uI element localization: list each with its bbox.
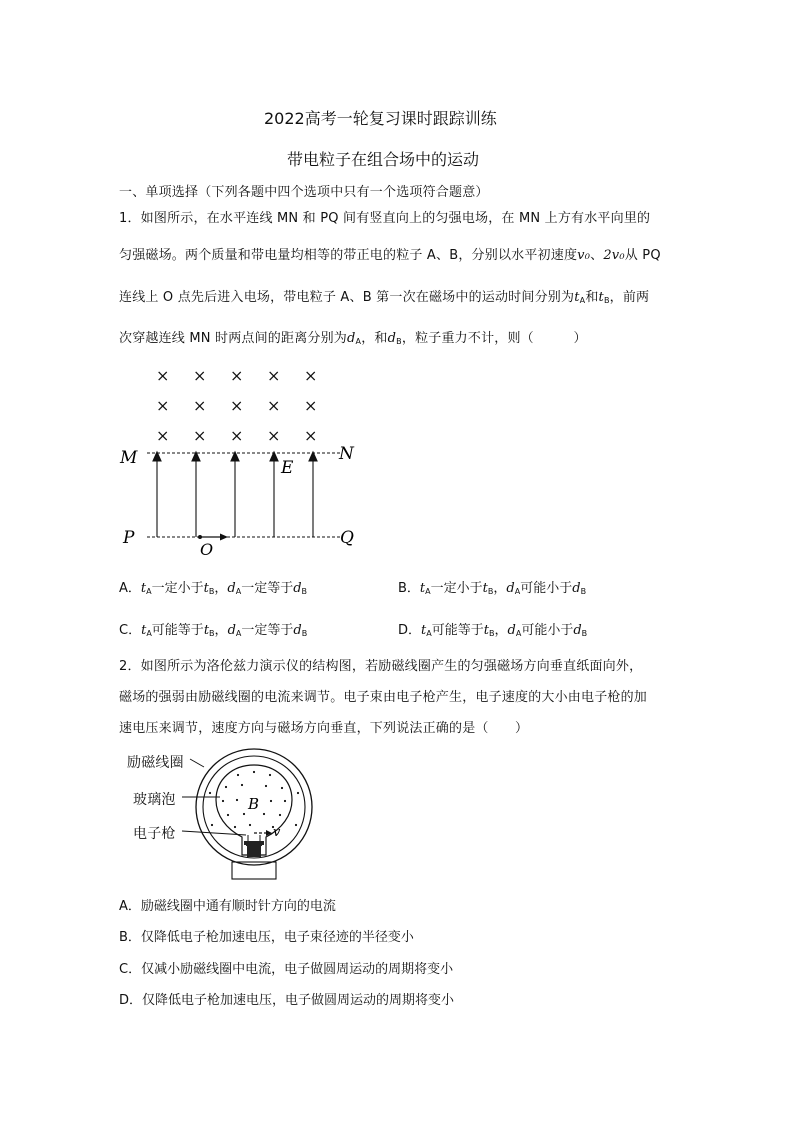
- cross-mark: ×: [267, 426, 281, 445]
- subscript: B: [209, 629, 215, 638]
- label-N: N: [339, 444, 354, 464]
- subscript: A: [515, 629, 522, 638]
- section-heading: 一、单项选择（下列各题中四个选项中只有一个选项符合题意）: [119, 185, 489, 200]
- q2-line-2: 磁场的强弱由励磁线圈的电流来调节。电子束由电子枪产生，电子速度的大小由电子枪的加: [119, 690, 648, 705]
- page-subtitle: 带电粒子在组合场中的运动: [287, 150, 480, 169]
- q1-option-d[interactable]: [398, 619, 587, 638]
- cross-mark: ×: [156, 396, 170, 415]
- q1-line-3-text: 连线上 O 点先后进入电场，带电粒子 A、B 第一次在磁场中的运动时间分别为: [119, 290, 575, 305]
- and-text: 和: [585, 290, 599, 305]
- comma: ，: [214, 623, 228, 638]
- label-v: v: [273, 825, 281, 840]
- cross-mark: ×: [267, 396, 281, 415]
- q2-option-c[interactable]: C．仅减小励磁线圈中电流，电子做圆周运动的周期将变小: [119, 962, 454, 977]
- q1-field-diagram: [110, 360, 370, 560]
- option-letter: B．: [398, 581, 420, 596]
- subscript: A: [146, 629, 152, 638]
- cross-mark: ×: [156, 426, 170, 445]
- subscript: B: [208, 587, 215, 596]
- cross-mark: ×: [156, 366, 170, 385]
- label-B: B: [248, 795, 260, 813]
- t-symbol: t: [421, 623, 427, 638]
- q1-option-c[interactable]: [119, 619, 307, 638]
- q1-line-2: [119, 244, 661, 263]
- t-symbol: t: [203, 581, 209, 596]
- q1-option-b[interactable]: [398, 577, 586, 596]
- q1-line-2-text: 匀强磁场。两个质量和带电量均相等的带正电的粒子 A、B，分别以水平初速度: [119, 248, 578, 263]
- mid-text: ，和: [361, 331, 388, 346]
- label-Q: Q: [340, 528, 354, 548]
- relation: 可能小于: [521, 623, 574, 638]
- d-symbol: d: [293, 623, 302, 638]
- magnetic-field-crosses: [156, 366, 317, 445]
- subscript: B: [581, 629, 588, 638]
- t-symbol: t: [203, 623, 210, 638]
- subscript: B: [301, 629, 308, 638]
- leader-coil: [190, 759, 204, 767]
- label-E: E: [281, 458, 294, 478]
- label-P: P: [123, 528, 135, 548]
- d-symbol: d: [506, 581, 515, 596]
- gun-body: [247, 845, 261, 857]
- cross-mark: ×: [193, 426, 207, 445]
- cross-mark: ×: [304, 366, 318, 385]
- q2-option-a[interactable]: A．励磁线圈中通有顺时针方向的电流: [119, 899, 336, 914]
- option-letter: D．: [398, 623, 422, 638]
- cross-mark: ×: [304, 396, 318, 415]
- q2-line-3: 速电压来调节，速度方向与磁场方向垂直，下列说法正确的是（ ）: [119, 721, 529, 736]
- d-symbol: d: [572, 581, 581, 596]
- d-symbol: d: [573, 623, 582, 638]
- t-symbol: t: [483, 623, 489, 638]
- subscript: B: [487, 587, 494, 596]
- comma: ，: [493, 581, 507, 596]
- d-symbol: d: [227, 581, 236, 596]
- relation: 一定小于: [151, 581, 204, 596]
- subscript: B: [488, 629, 495, 638]
- q2-option-b[interactable]: B．仅降低电子枪加速电压，电子束径迹的半径变小: [119, 930, 414, 945]
- tA-sub: A: [579, 296, 586, 305]
- q2-line-1: 2．如图所示为洛伦兹力演示仪的结构图，若励磁线圈产生的匀强磁场方向垂直纸面向外，: [119, 659, 643, 674]
- cross-mark: ×: [193, 396, 207, 415]
- relation: 可能等于: [151, 623, 204, 638]
- label-M: M: [120, 448, 138, 468]
- label-coil: 励磁线圈: [127, 755, 184, 771]
- option-letter: A．: [119, 581, 141, 596]
- subscript: B: [580, 587, 587, 596]
- d-symbol: d: [227, 623, 236, 638]
- cross-mark: ×: [304, 426, 318, 445]
- subscript: A: [426, 629, 432, 638]
- tB-symbol: t: [598, 290, 604, 305]
- d-symbol: d: [293, 581, 302, 596]
- subscript: A: [235, 587, 242, 596]
- t-symbol: t: [482, 581, 488, 596]
- t-symbol: t: [141, 623, 147, 638]
- relation: 一定等于: [241, 623, 294, 638]
- q1-line-1: 1．如图所示，在水平连线 MN 和 PQ 间有竖直向上的匀强电场，在 MN 上方有水平向里的: [119, 211, 651, 226]
- cross-mark: ×: [267, 366, 281, 385]
- subscript: A: [235, 629, 242, 638]
- comma: ，: [214, 581, 228, 596]
- tB-sub: B: [603, 296, 610, 305]
- subscript: A: [514, 587, 521, 596]
- q1-line-3-tail: ，前两: [609, 290, 650, 305]
- comma: ，: [494, 623, 508, 638]
- q1-option-a[interactable]: [119, 577, 307, 596]
- tA-symbol: t: [574, 290, 580, 305]
- relation: 可能小于: [520, 581, 573, 596]
- separator: 、: [590, 248, 604, 263]
- q1-line-4: [119, 327, 587, 346]
- q2-option-d[interactable]: D．仅降低电子枪加速电压，电子做圆周运动的周期将变小: [119, 993, 455, 1008]
- dB-sub: B: [396, 337, 402, 346]
- q1-line-4-tail: ，粒子重力不计，则（ ）: [401, 331, 587, 346]
- q1-line-4-text: 次穿越连线 MN 时两点间的距离分别为: [119, 331, 348, 346]
- d-symbol: d: [507, 623, 516, 638]
- v0-symbol: v₀: [577, 248, 591, 263]
- q1-line-3: [119, 286, 649, 305]
- cross-mark: ×: [230, 426, 244, 445]
- label-bulb: 玻璃泡: [133, 792, 176, 808]
- dB-symbol: d: [387, 331, 397, 346]
- cross-mark: ×: [230, 366, 244, 385]
- cross-mark: ×: [193, 366, 207, 385]
- relation: 可能等于: [431, 623, 484, 638]
- subscript: A: [146, 587, 152, 596]
- q1-line-2-tail: 从 PQ: [624, 248, 661, 263]
- 2v0-symbol: 2v₀: [603, 248, 625, 263]
- relation: 一定小于: [430, 581, 483, 596]
- t-symbol: t: [419, 581, 426, 596]
- subscript: A: [425, 587, 431, 596]
- label-O: O: [200, 540, 214, 559]
- cross-mark: ×: [230, 396, 244, 415]
- option-letter: C．: [119, 623, 142, 638]
- label-gun: 电子枪: [133, 826, 176, 842]
- relation: 一定等于: [241, 581, 294, 596]
- subscript: B: [301, 587, 308, 596]
- page-title: 2022高考一轮复习课时跟踪训练: [264, 109, 497, 128]
- dA-symbol: d: [347, 331, 356, 346]
- dA-sub: A: [355, 337, 362, 346]
- t-symbol: t: [140, 581, 147, 596]
